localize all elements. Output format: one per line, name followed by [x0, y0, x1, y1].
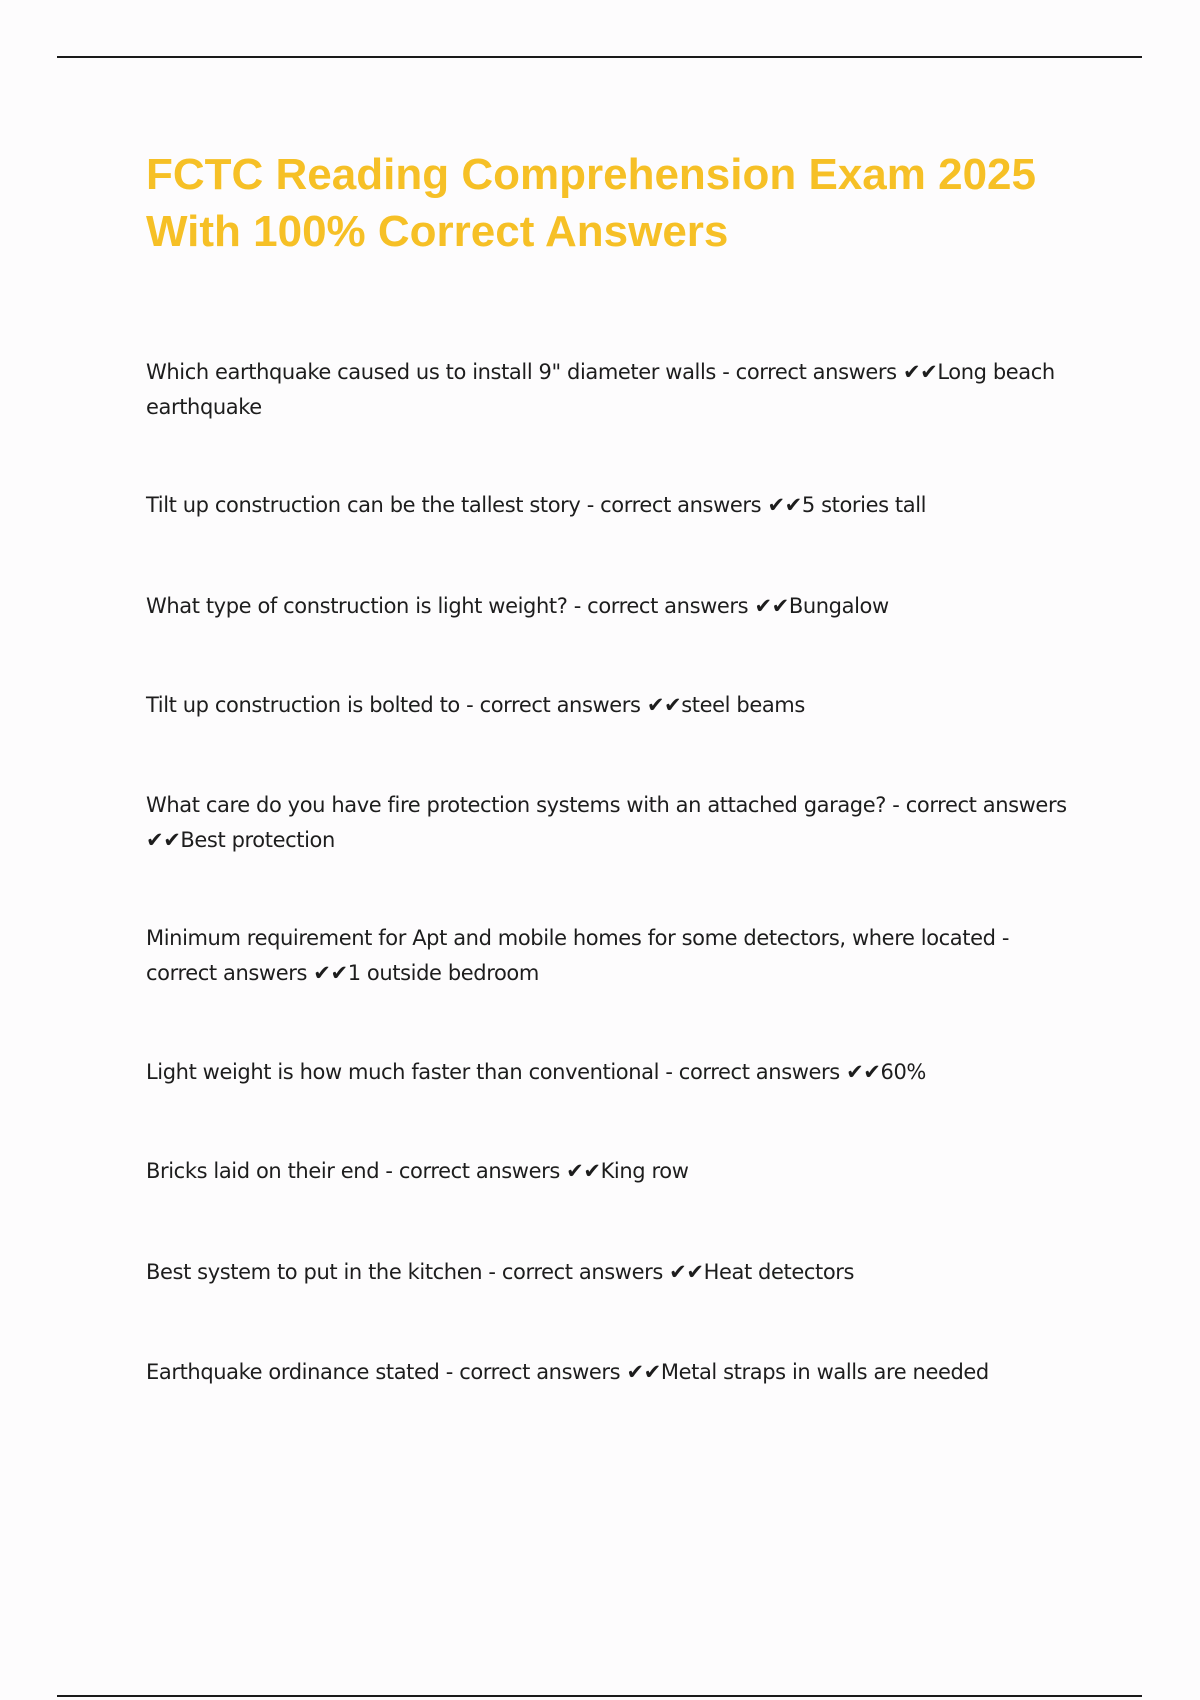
answer-text: Bungalow — [788, 594, 889, 618]
answer-text: 5 stories tall — [801, 493, 927, 517]
answer-separator: - correct answers — [567, 594, 755, 618]
question-text: Bricks laid on their end — [146, 1159, 380, 1183]
answer-separator: - correct answers — [459, 693, 647, 717]
check-mark-icon: ✔✔ — [566, 1159, 601, 1183]
check-mark-icon: ✔✔ — [846, 1060, 881, 1084]
answer-separator: - correct answers — [580, 493, 768, 517]
answer-text: 60% — [880, 1060, 926, 1084]
question-text: Tilt up construction can be the tallest story — [146, 493, 581, 517]
answer-text: Long beach earthquake — [146, 360, 1055, 419]
answer-text: Heat detectors — [703, 1260, 855, 1284]
answer-text: Metal straps in walls are needed — [660, 1360, 989, 1384]
qa-item — [146, 1154, 1076, 1189]
qa-item — [146, 1255, 1076, 1290]
answer-separator: - correct answers — [659, 1060, 847, 1084]
question-text: Tilt up construction is bolted to — [146, 693, 460, 717]
check-mark-icon: ✔✔ — [902, 360, 938, 384]
answer-separator: - correct answers — [482, 1260, 670, 1284]
qa-item — [146, 355, 1076, 424]
check-mark-icon: ✔✔ — [669, 1260, 704, 1284]
question-text: Which earthquake caused us to install 9" diameter walls — [146, 360, 716, 384]
answer-separator: - correct answers — [715, 360, 903, 384]
qa-item — [146, 921, 1076, 990]
check-mark-icon: ✔✔ — [313, 960, 348, 985]
qa-item — [146, 1055, 1076, 1090]
qa-item — [146, 788, 1076, 857]
answer-text: steel beams — [681, 693, 805, 717]
question-text: Best system to put in the kitchen — [146, 1260, 483, 1284]
question-text: Earthquake ordinance stated — [146, 1360, 440, 1384]
answer-separator: - correct answers — [439, 1360, 627, 1384]
answer-text: Best protection — [180, 827, 335, 852]
check-mark-icon: ✔✔ — [646, 693, 682, 717]
answer-separator: - correct answers — [886, 793, 1067, 817]
answer-text: 1 outside bedroom — [347, 960, 539, 985]
page-title: FCTC Reading Comprehension Exam 2025 With 100% Correct Answers — [146, 150, 1036, 256]
answer-text: King row — [600, 1159, 689, 1183]
check-mark-icon: ✔✔ — [767, 493, 802, 517]
qa-item — [146, 589, 1076, 624]
question-text: Minimum requirement for Apt and mobile homes for some detectors, where located — [146, 926, 996, 950]
answer-separator: - correct answers — [379, 1159, 567, 1183]
question-text: What type of construction is light weight? — [146, 594, 568, 618]
check-mark-icon: ✔✔ — [754, 594, 789, 618]
bottom-rule — [57, 1695, 1142, 1697]
qa-item — [146, 688, 1076, 723]
top-rule — [57, 56, 1142, 58]
check-mark-icon: ✔✔ — [626, 1360, 661, 1384]
question-text: Light weight is how much faster than conventional — [146, 1060, 660, 1084]
qa-item — [146, 488, 1076, 523]
qa-item — [146, 1355, 1076, 1390]
answer-separator: - correct answers — [146, 926, 1009, 985]
check-mark-icon: ✔✔ — [146, 827, 181, 852]
question-text: What care do you have fire protection systems with an attached garage? — [146, 793, 886, 817]
